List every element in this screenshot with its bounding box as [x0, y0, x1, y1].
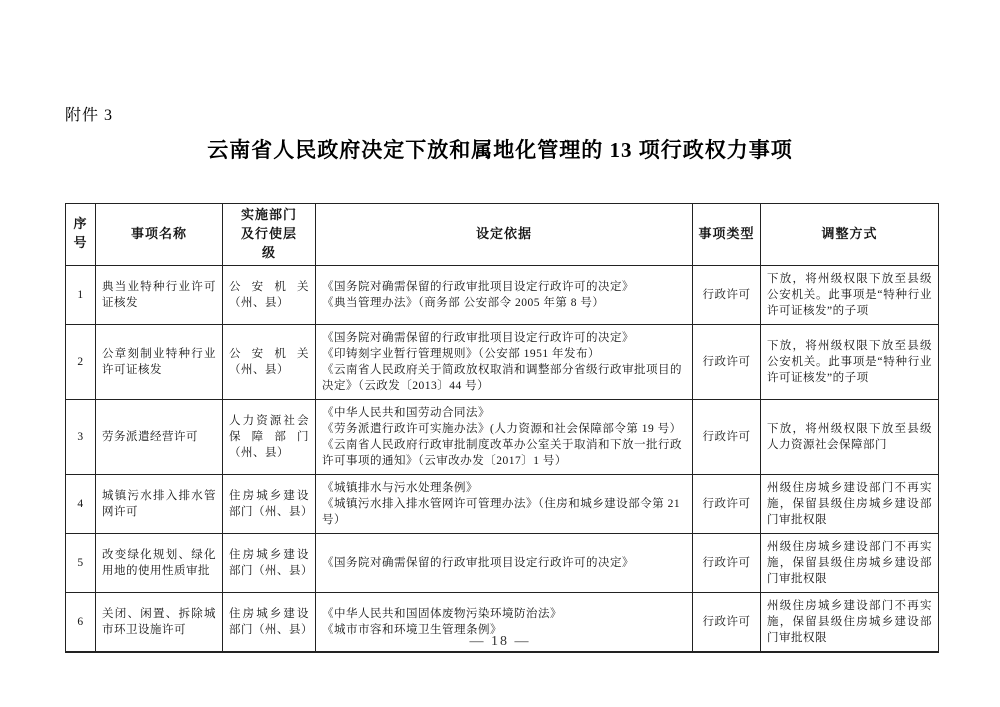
col-header-adjustment: 调整方式: [761, 204, 939, 266]
col-header-type: 事项类型: [693, 204, 761, 266]
basis-citation: 《城镇排水与污水处理条例》: [322, 481, 478, 494]
cell-setting-basis: [316, 533, 693, 592]
col-header-name: 事项名称: [96, 204, 223, 266]
cell-serial-number: 5: [66, 533, 96, 592]
cell-item-name: 关闭、闲置、拆除城市环卫设施许可: [96, 592, 223, 652]
basis-citation: 《国务院对确需保留的行政审批项目设定行政许可的决定》: [322, 331, 634, 344]
cell-item-type: 行政许可: [693, 399, 761, 474]
cell-item-name: 城镇污水排入排水管网许可: [96, 474, 223, 533]
cell-adjustment-method: 下放，将州级权限下放至县级人力资源社会保障部门: [761, 399, 939, 474]
cell-setting-basis: [316, 265, 693, 324]
col-header-basis: 设定依据: [316, 204, 693, 266]
cell-department: 住房城乡建设部门（州、县）: [223, 533, 316, 592]
table-row: [66, 265, 939, 324]
table-row: [66, 474, 939, 533]
cell-item-name: 劳务派遣经营许可: [96, 399, 223, 474]
cell-adjustment-method: 州级住房城乡建设部门不再实施，保留县级住房城乡建设部门审批权限: [761, 474, 939, 533]
cell-department: 住房城乡建设部门（州、县）: [223, 474, 316, 533]
cell-item-name: 典当业特种行业许可证核发: [96, 265, 223, 324]
basis-citation: 《城镇污水排入排水管网许可管理办法》（住房和城乡建设部令第 21 号）: [322, 497, 681, 526]
basis-citation: 《国务院对确需保留的行政审批项目设定行政许可的决定》: [322, 280, 634, 293]
cell-department: 人力资源社会保障部门（州、县）: [223, 399, 316, 474]
basis-citation: 《城市市容和环境卫生管理条例》: [322, 623, 502, 636]
basis-citation: 《印铸刻字业暂行管理规则》（公安部 1951 年发布）: [322, 347, 600, 360]
col-header-department: 实施部门及行使层级: [223, 204, 316, 266]
cell-item-type: 行政许可: [693, 474, 761, 533]
table-row: [66, 399, 939, 474]
basis-citation: 《国务院对确需保留的行政审批项目设定行政许可的决定》: [322, 556, 634, 569]
basis-citation: 《云南省人民政府关于简政放权取消和调整部分省级行政审批项目的决定》（云政发〔2013〕44 号）: [322, 363, 682, 392]
cell-adjustment-method: 州级住房城乡建设部门不再实施，保留县级住房城乡建设部门审批权限: [761, 592, 939, 652]
basis-citation: 《中华人民共和国固体废物污染环境防治法》: [322, 607, 562, 620]
cell-department: 住房城乡建设部门（州、县）: [223, 592, 316, 652]
cell-item-type: 行政许可: [693, 533, 761, 592]
cell-item-type: 行政许可: [693, 265, 761, 324]
cell-adjustment-method: 下放，将州级权限下放至县级公安机关。此事项是“特种行业许可证核发”的子项: [761, 324, 939, 399]
cell-department: 公安机关（州、县）: [223, 265, 316, 324]
basis-citation: 《云南省人民政府行政审批制度改革办公室关于取消和下放一批行政许可事项的通知》（云审改办发〔2017〕1 号）: [322, 438, 682, 467]
cell-serial-number: 4: [66, 474, 96, 533]
cell-serial-number: 2: [66, 324, 96, 399]
basis-citation: 《中华人民共和国劳动合同法》: [322, 406, 490, 419]
cell-setting-basis: [316, 399, 693, 474]
cell-department: 公安机关（州、县）: [223, 324, 316, 399]
page-title: 云南省人民政府决定下放和属地化管理的 13 项行政权力事项: [207, 138, 793, 162]
cell-item-type: 行政许可: [693, 324, 761, 399]
cell-item-name: 公章刻制业特种行业许可证核发: [96, 324, 223, 399]
cell-setting-basis: [316, 474, 693, 533]
cell-item-type: 行政许可: [693, 592, 761, 652]
items-table: [65, 203, 939, 653]
table-body: [66, 265, 939, 652]
cell-item-name: 改变绿化规划、绿化用地的使用性质审批: [96, 533, 223, 592]
col-header-no: 序号: [66, 204, 96, 266]
table-row: [66, 324, 939, 399]
cell-serial-number: 3: [66, 399, 96, 474]
table-row: [66, 533, 939, 592]
attachment-label: 附件 3: [65, 107, 114, 124]
table-header-row: [66, 204, 939, 266]
cell-serial-number: 1: [66, 265, 96, 324]
basis-citation: 《劳务派遣行政许可实施办法》(人力资源和社会保障部令第 19 号）: [322, 422, 682, 435]
cell-adjustment-method: 州级住房城乡建设部门不再实施，保留县级住房城乡建设部门审批权限: [761, 533, 939, 592]
cell-adjustment-method: 下放，将州级权限下放至县级公安机关。此事项是“特种行业许可证核发”的子项: [761, 265, 939, 324]
basis-citation: 《典当管理办法》（商务部 公安部令 2005 年第 8 号）: [322, 296, 605, 309]
cell-setting-basis: [316, 324, 693, 399]
cell-serial-number: 6: [66, 592, 96, 652]
page-number: — 18 —: [469, 634, 531, 649]
